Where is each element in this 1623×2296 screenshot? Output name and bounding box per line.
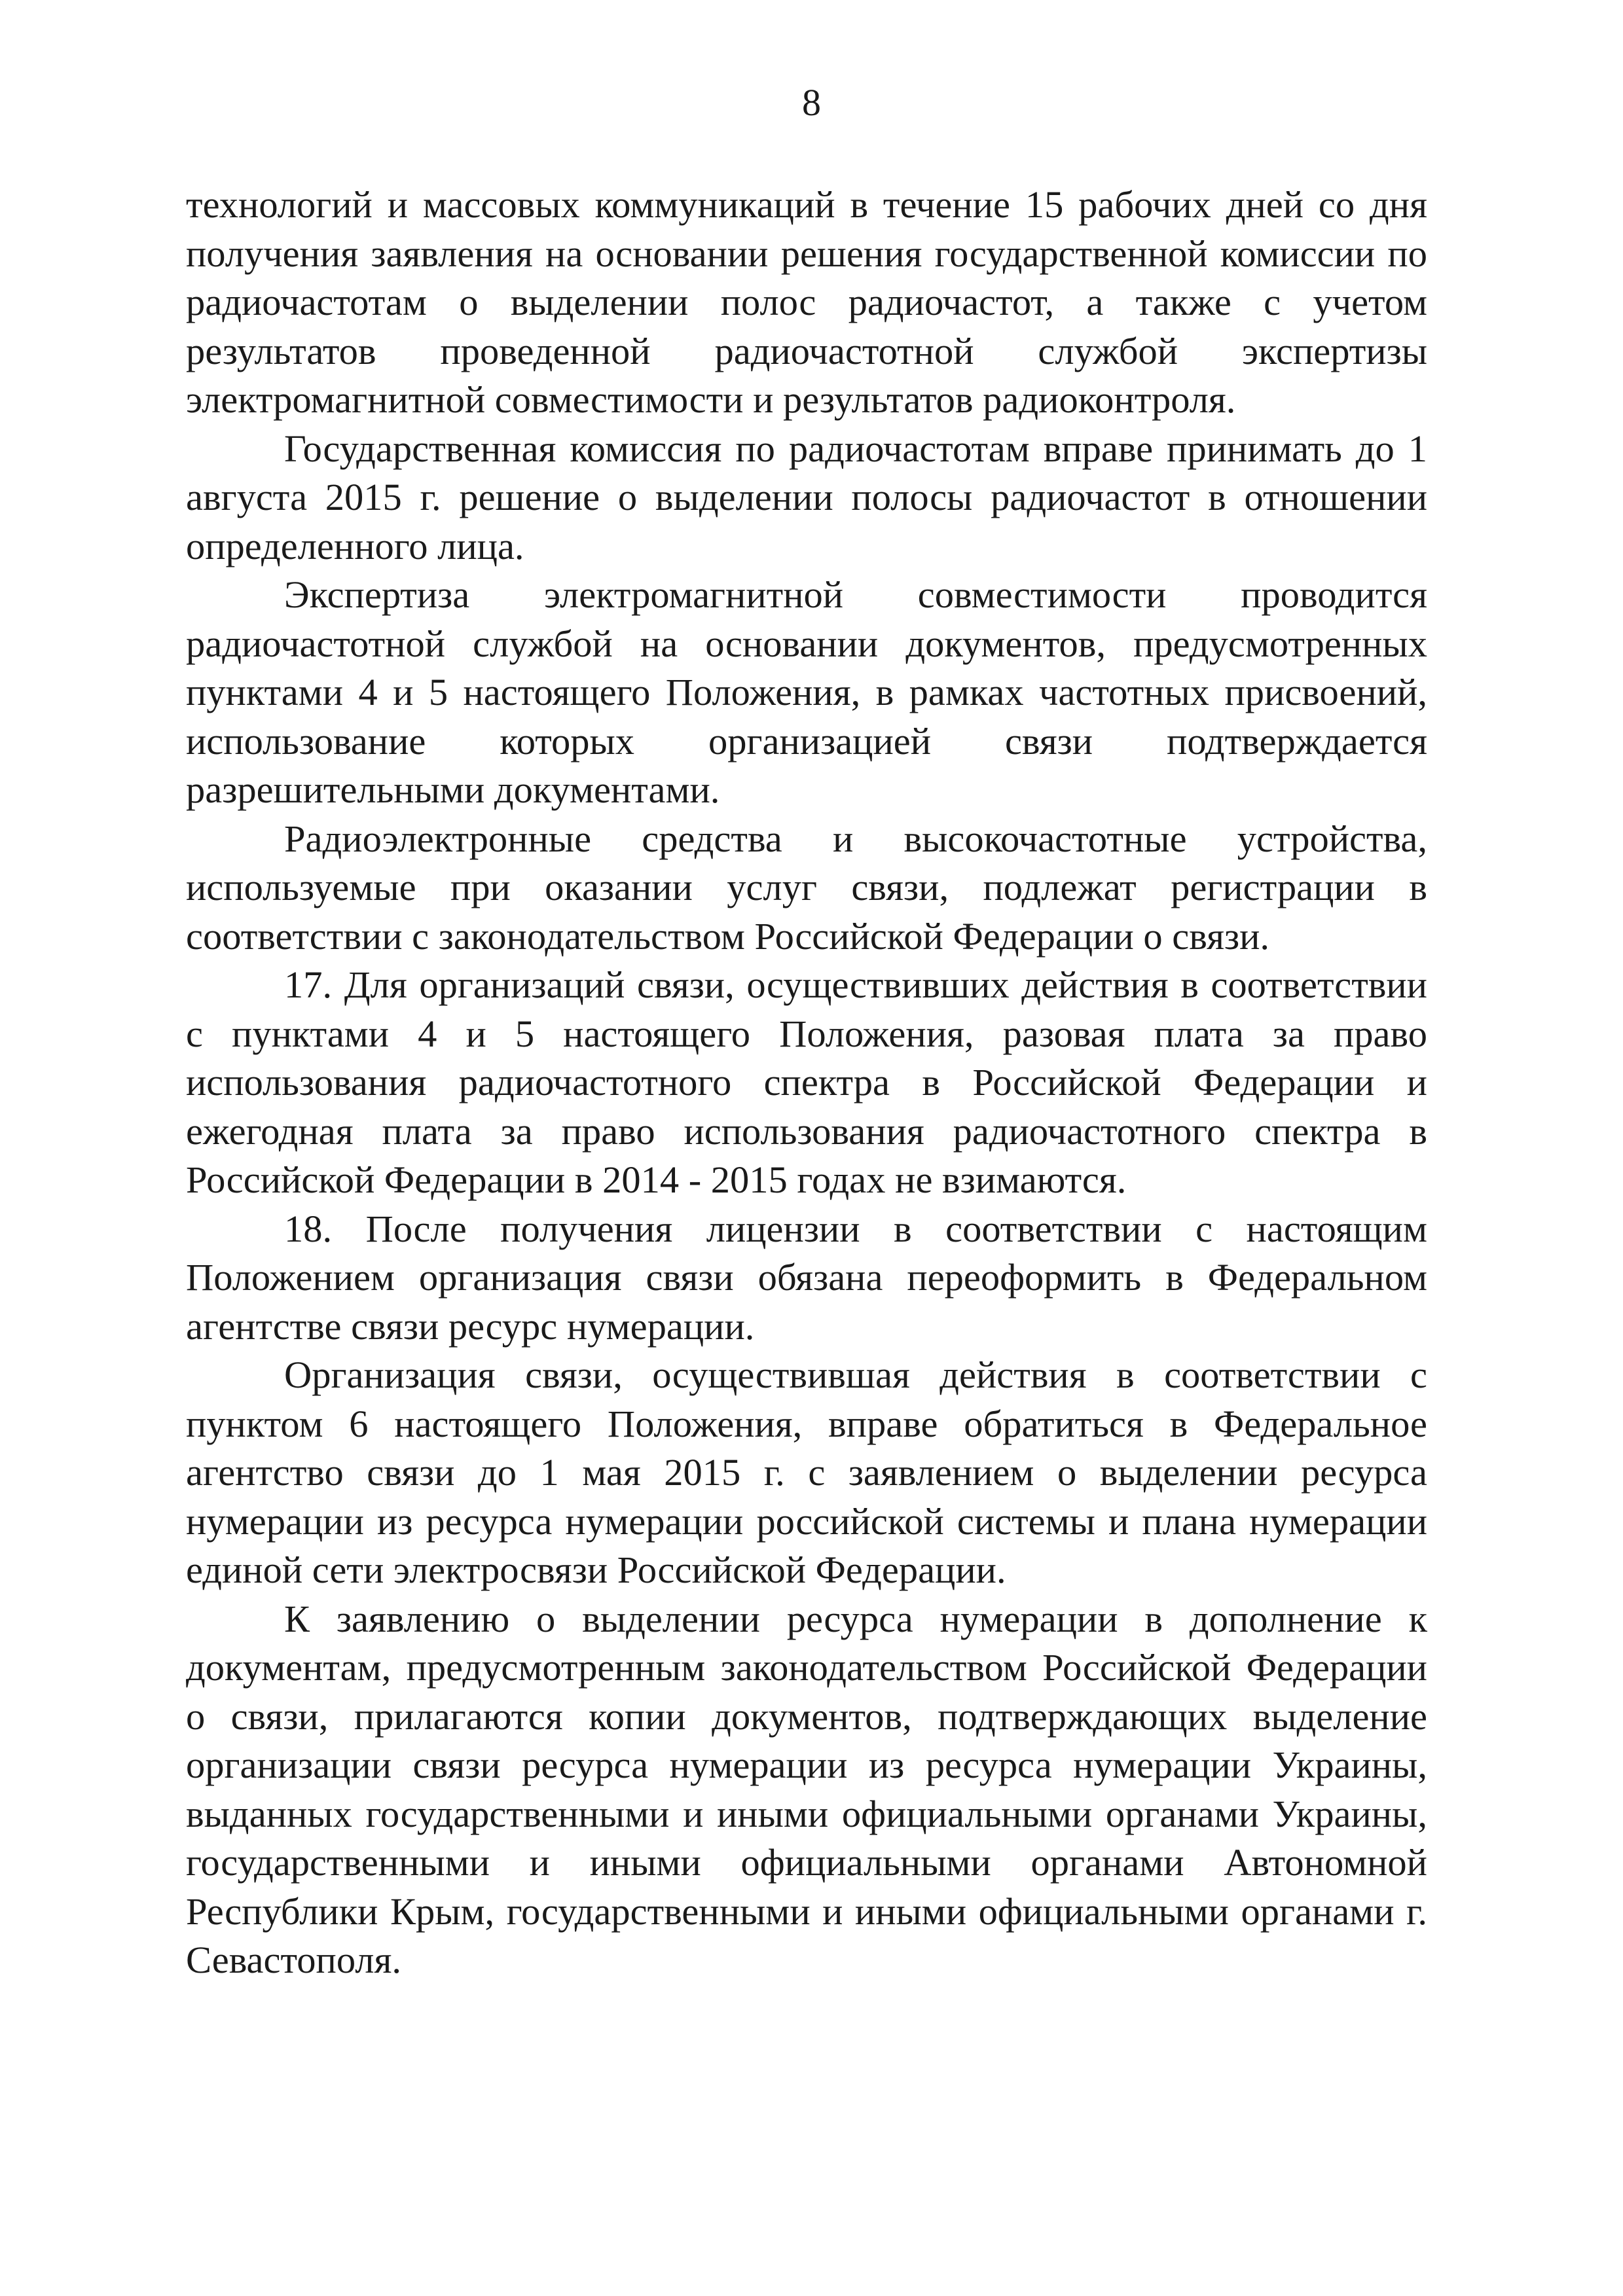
page-number: 8: [802, 81, 821, 124]
paragraph-numbering-request: Организация связи, осуществившая действия в соответствии с пунктом 6 настоящего Положения, вправе обратиться в Федеральное агентство связи до 1 мая 2015 г. с заявлением о выделении ресурса нумерации из ресурса нумерации российской системы и плана нумерации единой сети электросвязи Российской Федерации.: [186, 1354, 1427, 1591]
paragraph-clause-18: 18. После получения лицензии в соответствии с настоящим Положением организация связи обязана переоформить в Федеральном агентстве связи ресурс нумерации.: [186, 1207, 1427, 1348]
paragraph-emc-expertise: Экспертиза электромагнитной совместимости проводится радиочастотной службой на основании документов, предусмотренных пунктами 4 и 5 настоящего Положения, в рамках частотных присвоений, использование которых организацией связи подтверждается разрешительными документами.: [186, 573, 1427, 811]
paragraph-registration: Радиоэлектронные средства и высокочастотные устройства, используемые при оказании услуг связи, подлежат регистрации в соответствии с законодательством Российской Федерации о связи.: [186, 817, 1427, 958]
document-body: [186, 181, 1427, 1985]
paragraph-attachments: К заявлению о выделении ресурса нумерации в дополнение к документам, предусмотренным законодательством Российской Федерации о связи, прилагаются копии документов, подтверждающих выделение организации связи ресурса нумерации из ресурса нумерации Украины, выданных государственными и иными официальными органами Украины, государственными и иными официальными органами Автономной Республики Крым, государственными и иными официальными органами г. Севастополя.: [186, 1597, 1427, 1981]
paragraph-commission-right: Государственная комиссия по радиочастотам вправе принимать до 1 августа 2015 г. решение о выделении полосы радиочастот в отношении определенного лица.: [186, 427, 1427, 567]
paragraph-continuation: технологий и массовых коммуникаций в течение 15 рабочих дней со дня получения заявления на основании решения государственной комиссии по радиочастотам о выделении полос радиочастот, а также с учетом результатов проведенной радиочастотной службой экспертизы электромагнитной совместимости и результатов радиоконтроля.: [186, 183, 1427, 421]
paragraph-clause-17: 17. Для организаций связи, осуществивших действия в соответствии с пунктами 4 и 5 настоящего Положения, разовая плата за право использования радиочастотного спектра в Российской Федерации и ежегодная плата за право использования радиочастотного спектра в Российской Федерации в 2014 - 2015 годах не взимаются.: [186, 963, 1427, 1201]
